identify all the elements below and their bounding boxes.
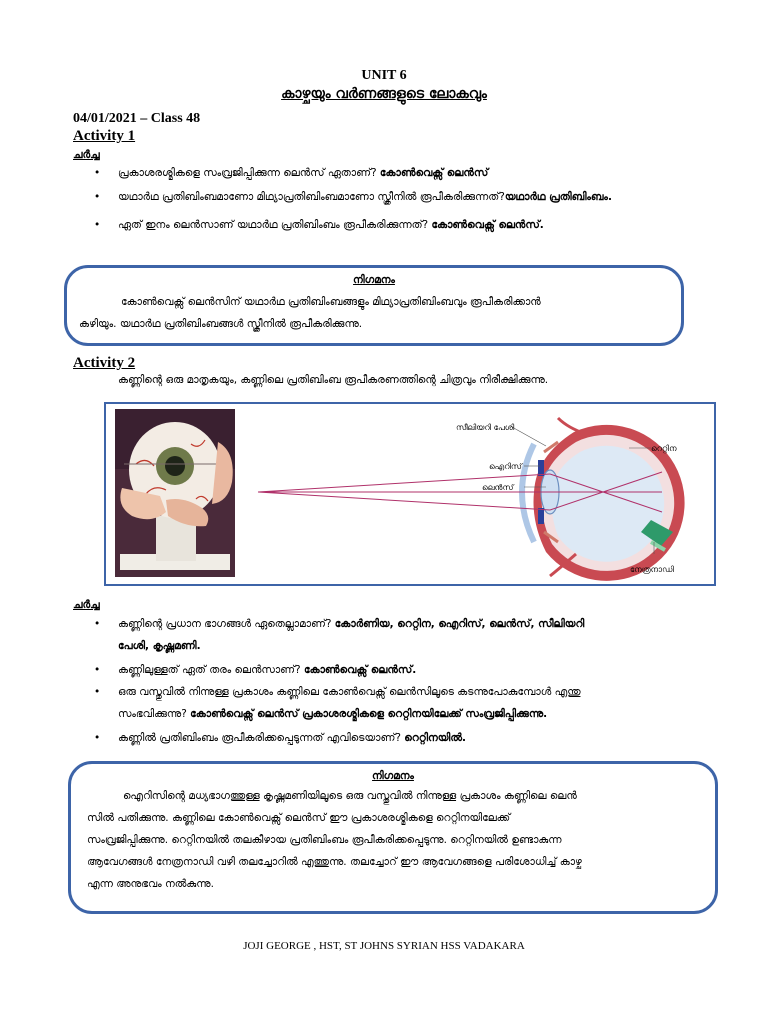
label-iris: ഐറിസ് <box>489 462 522 471</box>
answer-text-continued: പേശി, കൃഷ്ണമണി. <box>118 640 201 652</box>
answer-text: കോൺവെക്സ് ലെൻസ് <box>379 167 489 179</box>
list-item: • യഥാർഥ പ്രതിബിംബമാണോ മിഥ്യാപ്രതിബിംബമാണോ സ്ക്രീനിൽ രൂപീകരിക്കുന്നത്?യഥാർഥ പ്രതിബിംബം. <box>94 191 612 203</box>
answer-text: കോർണിയ, റെറ്റിന, ഐറിസ്, ലെൻസ്, സീലിയറി <box>334 618 585 630</box>
unit-number: UNIT 6 <box>361 68 407 83</box>
answer-text: യഥാർഥ പ്രതിബിംബം. <box>504 191 612 203</box>
question-text-continued: സംഭവിക്കുന്നു? <box>118 708 187 720</box>
conclusion-line: ഐറിസിന്റെ മധ്യഭാഗത്തുള്ള കൃഷ്ണമണിയിലൂടെ ഒരു വസ്തുവിൽ നിന്നുള്ള പ്രകാശം കണ്ണിലെ ലെൻ <box>123 790 577 802</box>
answer-text: കോൺവെക്സ് ലെൻസ്. <box>303 664 417 676</box>
eye-figure <box>104 402 716 586</box>
question-text: ഒരു വസ്തുവിൽ നിന്നുള്ള പ്രകാശം കണ്ണിലെ കോൺവെക്സ് ലെൻസിലൂടെ കടന്നുപോകുമ്പോൾ എന്തു <box>118 686 581 698</box>
activity-1-discussion-label: ചർച്ച <box>73 148 100 161</box>
question-text: പ്രകാശരശ്മികളെ സംവ്രജിപ്പിക്കുന്ന ലെൻസ് ഏതാണ്? <box>118 167 377 179</box>
activity-2-heading: Activity 2 <box>73 355 136 371</box>
activity-1-heading: Activity 1 <box>73 128 136 144</box>
answer-text: കോൺവെക്സ് ലെൻസ്. <box>431 219 544 231</box>
conclusion-line: കോൺവെക്സ് ലെൻസിന് യഥാർഥ പ്രതിബിംബങ്ങളും മിഥ്യാപ്രതിബിംബവും രൂപീകരിക്കാൻ <box>121 296 541 308</box>
question-text: ഏത് ഇനം ലെൻസാണ് യഥാർഥ പ്രതിബിംബം രൂപീകരിക്കുന്നത്? <box>118 219 429 231</box>
list-item: • കണ്ണിന്റെ പ്രധാന ഭാഗങ്ങൾ ഏതെല്ലാമാണ്? കോർണിയ, റെറ്റിന, ഐറിസ്, ലെൻസ്, സീലിയറി പേശി, കൃഷ്ണമണി. <box>94 618 585 652</box>
conclusion-line: കഴിയും. യഥാർഥ പ്രതിബിംബങ്ങൾ സ്ക്രീനിൽ രൂപീകരിക്കുന്നു. <box>79 318 363 330</box>
page-title <box>0 86 768 102</box>
conclusion-title: നിഗമനം <box>353 274 395 286</box>
date-class-line: 04/01/2021 – Class 48 <box>73 111 201 126</box>
answer-text: റെറ്റിനയിൽ. <box>404 732 467 744</box>
eye-model-photo <box>115 409 235 577</box>
activity-1-conclusion-box <box>64 265 684 346</box>
answer-text: കോൺവെക്സ് ലെൻസ് പ്രകാശരശ്മികളെ റെറ്റിനയിലേക്ക് സംവ്രജിപ്പിക്കുന്നു. <box>190 708 548 720</box>
label-optic-nerve: നേത്രനാഡി <box>630 565 674 574</box>
activity-2-question-list <box>92 613 692 749</box>
list-item: • കണ്ണിലുള്ളത് ഏത് തരം ലെൻസാണ്? കോൺവെക്സ് ലെൻസ്. <box>94 664 417 676</box>
eye-figure-svg <box>106 404 713 583</box>
activity-2-conclusion-box <box>68 761 718 914</box>
list-item: • ഒരു വസ്തുവിൽ നിന്നുള്ള പ്രകാശം കണ്ണിലെ കോൺവെക്സ് ലെൻസിലൂടെ കടന്നുപോകുമ്പോൾ എന്തു സംഭവിക്കുന്നു? കോൺവെക്സ് ലെൻസ് പ്രകാശരശ്മികളെ റെറ്റിനയിലേക്ക് സംവ്രജിപ്പിക്കുന്നു. <box>94 686 581 720</box>
conclusion-line: ആവേഗങ്ങൾ നേത്രനാഡി വഴി തലച്ചോറിൽ എത്തുന്നു. തലച്ചോറ് ഈ ആവേഗങ്ങളെ പരിശോധിച്ച് കാഴ്ച <box>87 856 582 868</box>
page-footer: JOJI GEORGE , HST, ST JOHNS SYRIAN HSS VADAKARA <box>243 940 525 952</box>
activity-2-discussion-label: ചർച്ച <box>73 598 100 611</box>
conclusion-title: നിഗമനം <box>372 770 414 782</box>
conclusion-line: എന്ന അനുഭവം നൽകുന്നു. <box>87 878 214 890</box>
question-text: കണ്ണിൽ പ്രതിബിംബം രൂപീകരിക്കപ്പെടുന്നത് എവിടെയാണ്? <box>118 732 401 744</box>
label-retina: റെറ്റിന <box>651 444 677 453</box>
list-item: • കണ്ണിൽ പ്രതിബിംബം രൂപീകരിക്കപ്പെടുന്നത് എവിടെയാണ്? റെറ്റിനയിൽ. <box>94 732 467 744</box>
activity-2-intro: കണ്ണിന്റെ ഒരു മാതൃകയും, കണ്ണിലെ പ്രതിബിംബ രൂപീകരണത്തിന്റെ ചിത്രവും നിരീക്ഷിക്കുന്നു. <box>118 374 549 386</box>
conclusion-line: സംവ്രജിപ്പിക്കുന്നു. റെറ്റിനയിൽ തലകീഴായ പ്രതിബിംബം രൂപീകരിക്കപ്പെടുന്നു. റെറ്റിനയിൽ ഉണ്ടാകുന്ന <box>87 834 562 846</box>
label-lens: ലെൻസ് <box>482 483 514 492</box>
question-text: കണ്ണിലുള്ളത് ഏത് തരം ലെൻസാണ്? <box>118 664 301 676</box>
eye-diagram <box>258 418 685 581</box>
question-text: യഥാർഥ പ്രതിബിംബമാണോ മിഥ്യാപ്രതിബിംബമാണോ സ്ക്രീനിൽ രൂപീകരിക്കുന്നത്? <box>118 191 505 203</box>
list-item: • ഏത് ഇനം ലെൻസാണ് യഥാർഥ പ്രതിബിംബം രൂപീകരിക്കുന്നത്? കോൺവെക്സ് ലെൻസ്. <box>94 219 544 231</box>
activity-1-question-list <box>92 162 692 236</box>
page-title-text: കാഴ്ചയും വർണങ്ങളുടെ ലോകവും <box>281 86 487 102</box>
question-text: കണ്ണിന്റെ പ്രധാന ഭാഗങ്ങൾ ഏതെല്ലാമാണ്? <box>118 618 332 630</box>
conclusion-line: സിൽ പതിക്കുന്നു. കണ്ണിലെ കോൺവെക്സ് ലെൻസ് ഈ പ്രകാശരശ്മികളെ റെറ്റിനയിലേക്ക് <box>87 812 511 824</box>
label-ciliary-muscle: സീലിയറി പേശി <box>456 423 515 432</box>
list-item: • പ്രകാശരശ്മികളെ സംവ്രജിപ്പിക്കുന്ന ലെൻസ് ഏതാണ്? കോൺവെക്സ് ലെൻസ് <box>94 167 489 179</box>
